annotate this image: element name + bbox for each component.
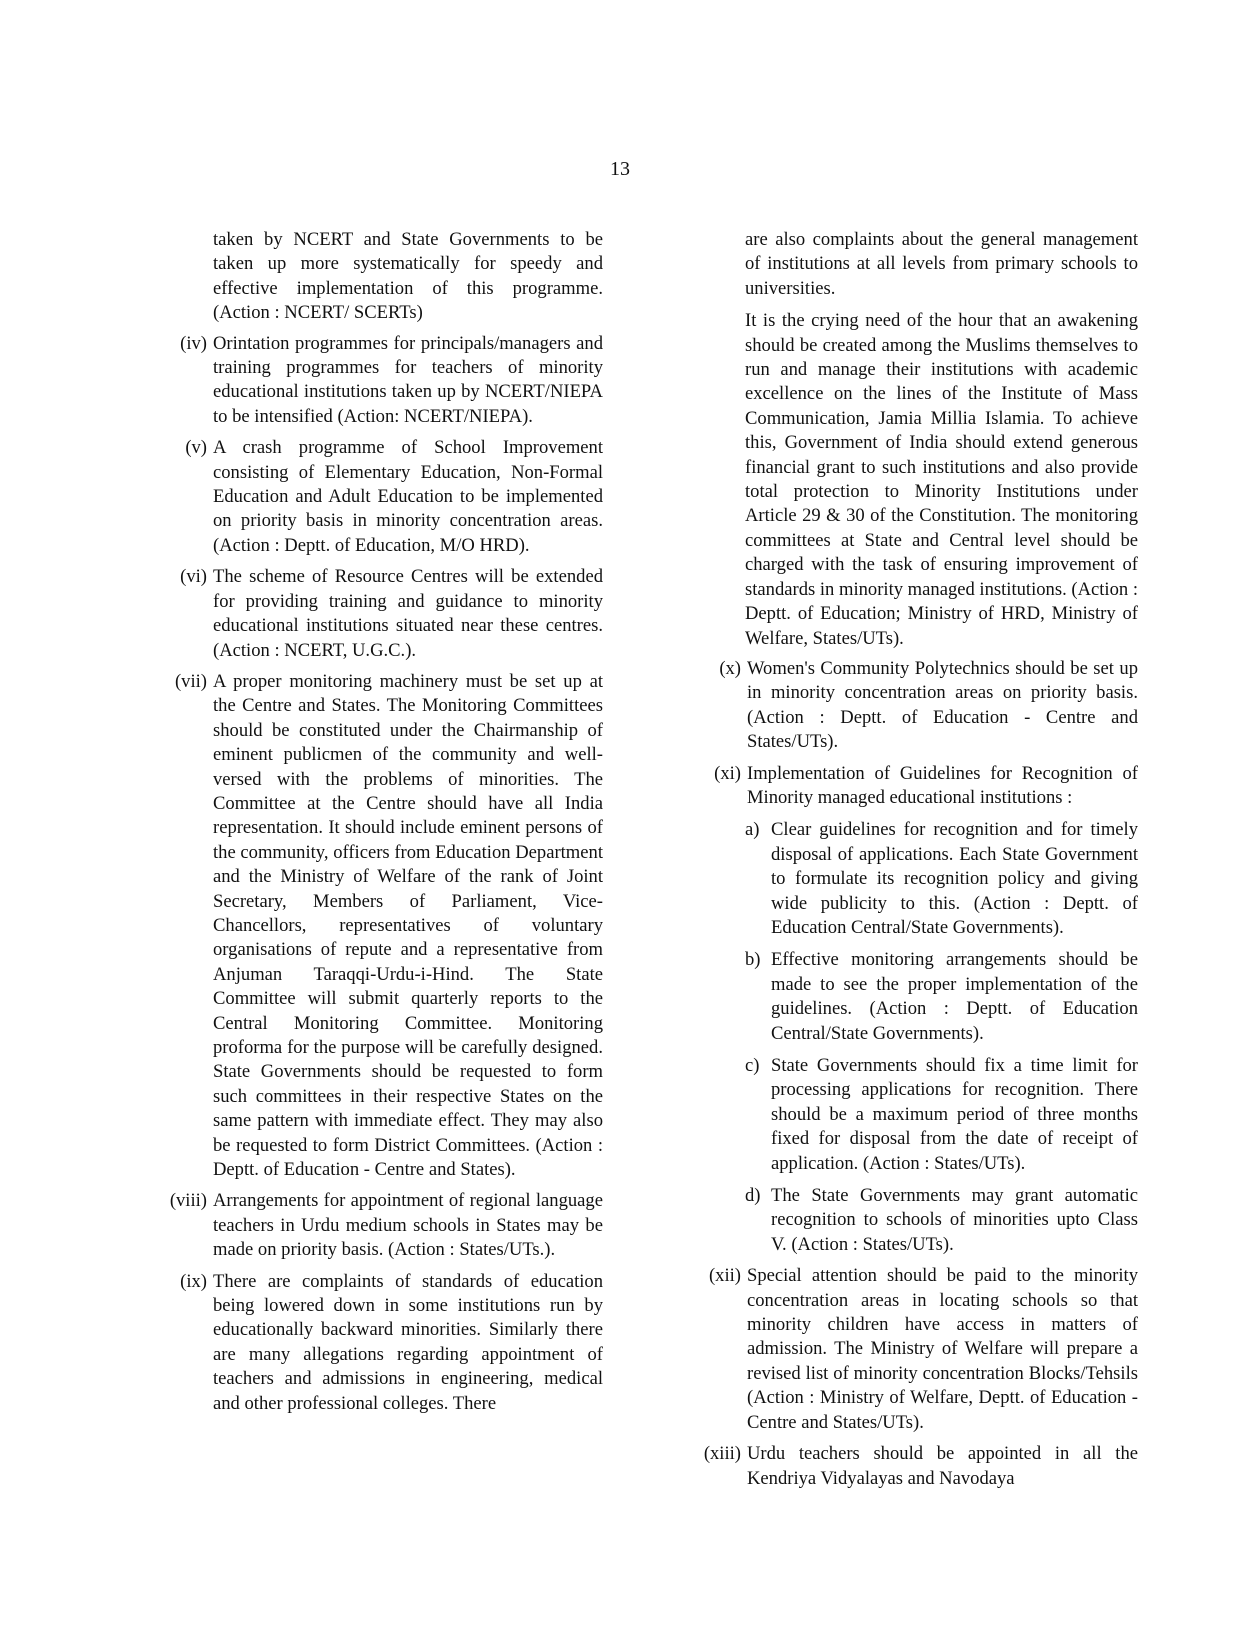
item-text: Orintation programmes for principals/managers and training programmes for teachers of minority educational institutions taken up by NCERT/NIEPA to be intensified (Action: NCERT/NIEPA).: [213, 332, 603, 427]
item-label: (ix): [180, 1270, 207, 1292]
sub-item-text: State Governments should fix a time limit for processing applications for recognition. There should be a maximum period of three months fixed for disposal from the date of receipt of application. (Action : States/UTs).: [771, 1055, 1138, 1174]
left-column: [163, 228, 603, 1416]
right-column: [695, 228, 1138, 1491]
sub-item-d: [695, 1184, 1138, 1257]
item-text: Implementation of Guidelines for Recognition of Minority managed educational institutions :: [747, 762, 1138, 808]
list-item-v: [163, 436, 603, 558]
left-continuation-paragraph: taken by NCERT and State Governments to be taken up more systematically for speedy and effective implementation of this programme. (Action : NCERT/ SCERTs): [213, 229, 603, 324]
sub-item-label: a): [745, 819, 760, 841]
sub-item-label: b): [745, 949, 761, 971]
list-item-xii: [695, 1264, 1138, 1435]
list-item-vi: [163, 565, 603, 663]
item-label: (iv): [180, 332, 207, 354]
sub-item-b: [695, 948, 1138, 1046]
list-item-iv: [163, 332, 603, 430]
item-label: (vii): [174, 670, 207, 692]
list-item-xiii: [695, 1442, 1138, 1491]
item-text: A crash programme of School Improvement consisting of Elementary Education, Non-Formal Education and Adult Education to be implemented on priority basis in minority concentration areas. (Action : Deptt. of Education, M/O HRD).: [213, 437, 603, 556]
sub-item-a: [695, 818, 1138, 940]
item-text: A proper monitoring machinery must be set up at the Centre and States. The Monitoring Committees should be constituted under the Chairmanship of eminent publicmen of the community and well-versed with the problems of minorities. The Committee at the Centre should have all India representation. It should include eminent persons of the community, officers from Education Department and the Ministry of Welfare of the rank of Joint Secretary, Members of Parliament, Vice-Chancellors, representatives of voluntary organisations of repute and a representative from Anjuman Taraqqi-Urdu-i-Hind. The State Committee will submit quarterly reports to the Central Monitoring Committee. Monitoring proforma for the purpose will be carefully designed. State Governments should be requested to form such committees in their respective States on the same pattern with immediate effect. They may also be requested to form District Committees. (Action : Deptt. of Education - Centre and States).: [213, 670, 603, 1181]
body-paragraph: It is the crying need of the hour that an awakening should be created among the Muslims themselves to run and manage their institutions with academic excellence on the lines of the Institute of Mass Communication, Jamia Millia Islamia. To achieve this, Government of India should extend generous financial grant to such institutions and also provide total protection to Minority Institutions under Article 29 & 30 of the Constitution. The monitoring committees at State and Central level should be charged with the task of ensuring improvement of standards in minority managed institutions. (Action : Deptt. of Education; Ministry of HRD, Ministry of Welfare, States/UTs).: [745, 310, 1139, 649]
list-item-xi: [695, 762, 1138, 811]
item-label: (xi): [714, 762, 741, 784]
sub-item-label: d): [745, 1185, 761, 1207]
sub-item-c: [695, 1054, 1138, 1176]
item-text: Special attention should be paid to the minority concentration areas in locating schools so that minority children have access in matters of admission. The Ministry of Welfare will prepare a revised list of minority concentration Blocks/Tehsils (Action : Ministry of Welfare, Deptt. of Education - Centre and States/UTs).: [747, 1265, 1138, 1433]
sub-item-label: c): [745, 1055, 760, 1076]
sub-item-text: The State Governments may grant automatic recognition to schools of minorities upto Class V. (Action : States/UTs).: [771, 1185, 1138, 1255]
item-label: (viii): [169, 1190, 207, 1212]
item-label: (x): [719, 657, 741, 679]
item-text: Women's Community Polytechnics should be set up in minority concentration areas on priority basis. (Action : Deptt. of Education - Centre and States/UTs).: [747, 657, 1138, 753]
item-text: Arrangements for appointment of regional language teachers in Urdu medium schools in States may be made on priority basis. (Action : States/UTs.).: [213, 1190, 603, 1261]
item-label: (v): [185, 437, 207, 459]
right-continuation-paragraph: are also complaints about the general management of institutions at all levels from primary schools to universities.: [745, 229, 1138, 299]
page-number: 13: [610, 158, 630, 180]
item-label: (xiii): [703, 1443, 741, 1465]
item-text: Urdu teachers should be appointed in all the Kendriya Vidyalayas and Navodaya: [747, 1443, 1138, 1489]
sub-item-text: Clear guidelines for recognition and for timely disposal of applications. Each State Government to formulate its recognition policy and giving wide publicity to this. (Action : Deptt. of Education Central/State Governments).: [771, 819, 1138, 938]
item-label: (vi): [180, 566, 207, 588]
item-label: (xii): [708, 1265, 741, 1287]
list-item-x: [695, 657, 1138, 755]
sub-item-text: Effective monitoring arrangements should be made to see the proper implementation of the guidelines. (Action : Deptt. of Education Central/State Governments).: [771, 949, 1138, 1044]
item-text: The scheme of Resource Centres will be extended for providing training and guidance to minority educational institutions situated near these centres. (Action : NCERT, U.G.C.).: [213, 566, 603, 661]
list-item-vii: [163, 670, 603, 1183]
item-text: There are complaints of standards of education being lowered down in some institutions run by educationally backward minorities. Similarly there are many allegations regarding appointment of teachers and admissions in engineering, medical and other professional colleges. There: [213, 1270, 603, 1414]
list-item-ix: [163, 1270, 603, 1416]
list-item-viii: [163, 1189, 603, 1262]
